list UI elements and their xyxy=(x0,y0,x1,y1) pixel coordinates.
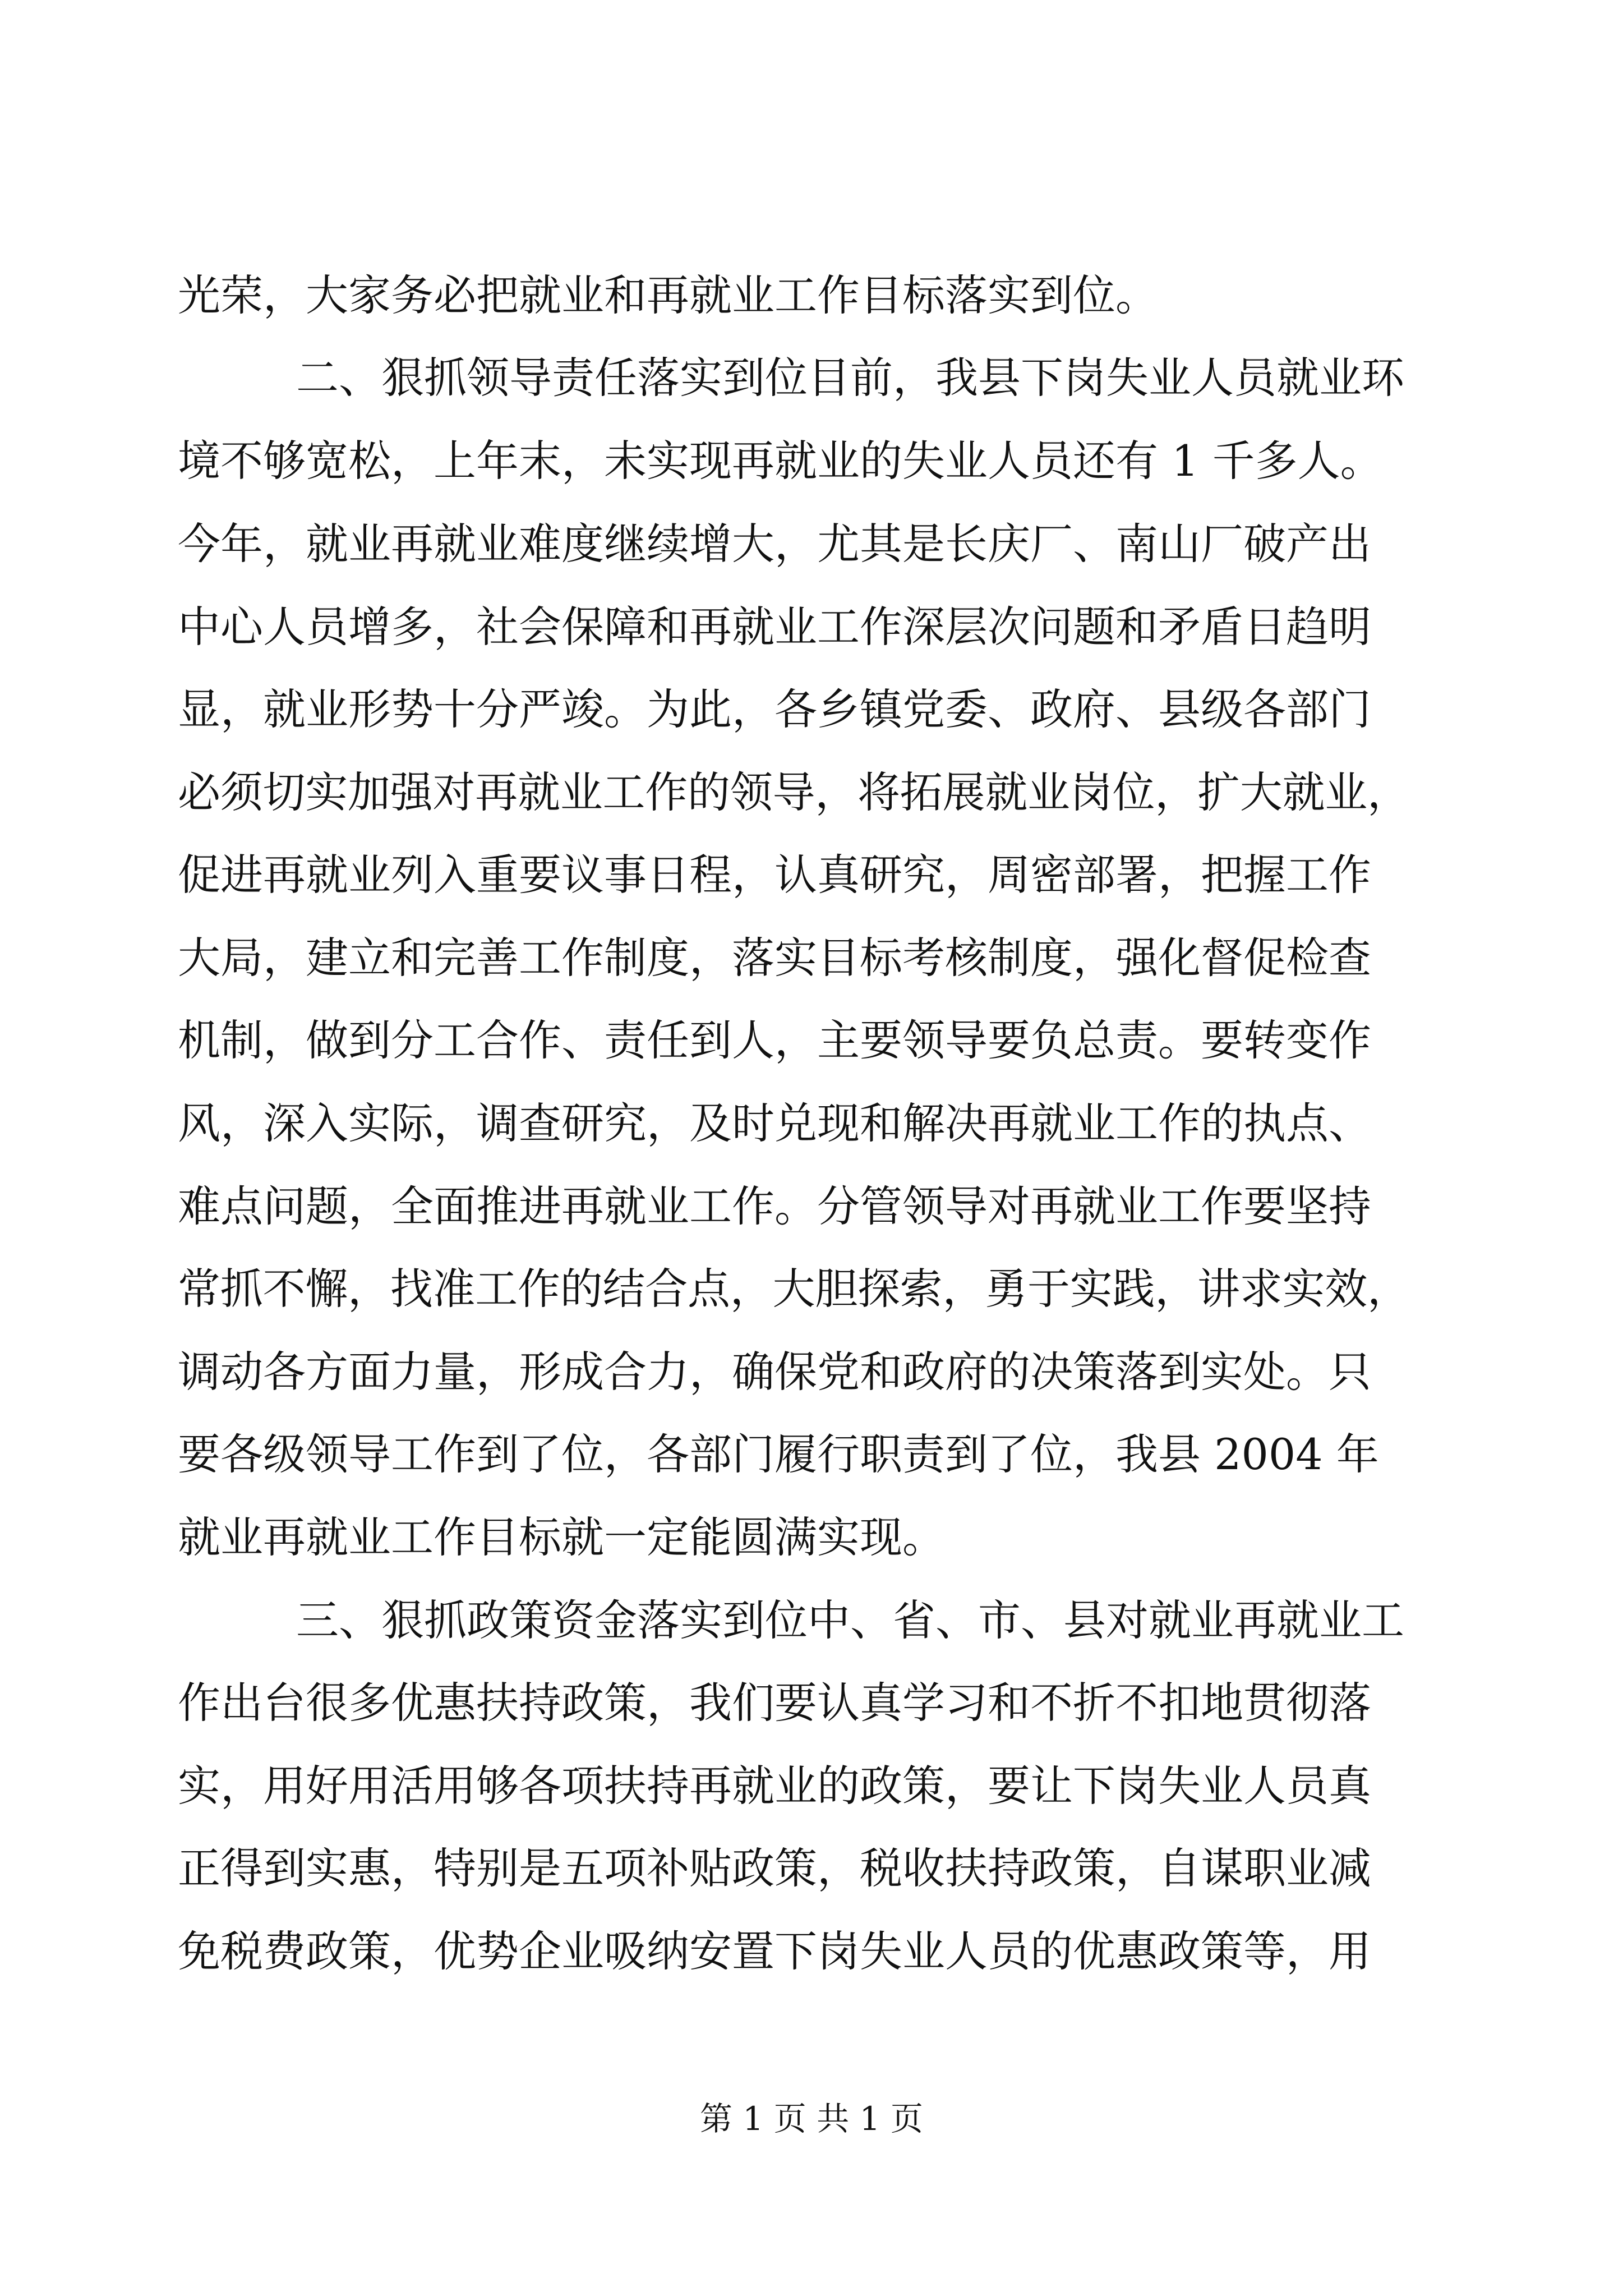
body-line xyxy=(0,759,1623,826)
body-line-text: 常抓不懈，找准工作的结合点，大胆探索，勇于实践，讲求实效， xyxy=(178,1264,1410,1314)
body-line-text: 实，用好用活用够各项扶持再就业的政策，要让下岗失业人员真 xyxy=(178,1761,1371,1811)
body-line-text: 二、狠抓领导责任落实到位目前，我县下岗失业人员就业环 xyxy=(296,353,1404,403)
page-footer: 第 1 页 共 1 页 xyxy=(700,2100,923,2138)
body-line xyxy=(0,924,1623,992)
body-line xyxy=(0,427,1623,495)
body-line-text: 显，就业形势十分严竣。为此，各乡镇党委、政府、县级各部门 xyxy=(178,684,1371,734)
body-line xyxy=(0,841,1623,909)
body-line-text: 作出台很多优惠扶持政策，我们要认真学习和不折不扣地贯彻落 xyxy=(178,1678,1371,1728)
body-line xyxy=(0,1421,1623,1488)
body-line-text: 要各级领导工作到了位，各部门履行职责到了位，我县 2004 年 xyxy=(178,1429,1379,1479)
body-line-text: 必须切实加强对再就业工作的领导，将拓展就业岗位，扩大就业， xyxy=(178,767,1410,817)
body-line xyxy=(0,1338,1623,1406)
body-line xyxy=(0,1835,1623,1902)
body-line-text: 中心人员增多，社会保障和再就业工作深层次问题和矛盾日趋明 xyxy=(178,602,1371,652)
body-line-text: 就业再就业工作目标就一定能圆满实现。 xyxy=(178,1512,945,1562)
body-line xyxy=(0,262,1623,329)
body-line xyxy=(0,1669,1623,1737)
body-line xyxy=(0,593,1623,661)
body-line-text: 机制，做到分工合作、责任到人，主要领导要负总责。要转变作 xyxy=(178,1015,1371,1065)
body-line-text: 三、狠抓政策资金落实到位中、省、市、县对就业再就业工 xyxy=(296,1595,1404,1645)
body-line xyxy=(0,1587,1623,1654)
body-line-text: 大局，建立和完善工作制度，落实目标考核制度，强化督促检查 xyxy=(178,933,1371,983)
body-line xyxy=(0,1918,1623,1985)
body-line xyxy=(0,1090,1623,1157)
body-line xyxy=(0,344,1623,412)
body-line-text: 促进再就业列入重要议事日程，认真研究，周密部署，把握工作 xyxy=(178,850,1371,900)
body-line-text: 风，深入实际，调查研究，及时兑现和解决再就业工作的执点、 xyxy=(178,1098,1371,1148)
body-line-text: 正得到实惠，特别是五项补贴政策，税收扶持政策，自谋职业减 xyxy=(178,1843,1371,1893)
body-line-text: 境不够宽松，上年末，未实现再就业的失业人员还有 1 千多人。 xyxy=(178,436,1383,486)
body-line xyxy=(0,1752,1623,1820)
body-line-text: 今年，就业再就业难度继续增大，尤其是长庆厂、南山厂破产出 xyxy=(178,519,1371,569)
body-line xyxy=(0,510,1623,578)
body-line-text: 光荣，大家务必把就业和再就业工作目标落实到位。 xyxy=(178,270,1158,320)
body-line-text: 调动各方面力量，形成合力，确保党和政府的决策落到实处。只 xyxy=(178,1347,1371,1397)
body-line xyxy=(0,1007,1623,1074)
body-line xyxy=(0,1255,1623,1323)
body-line-text: 免税费政策，优势企业吸纳安置下岗失业人员的优惠政策等，用 xyxy=(178,1926,1371,1976)
body-line xyxy=(0,1504,1623,1571)
body-line xyxy=(0,1173,1623,1240)
body-line xyxy=(0,676,1623,743)
body-line-text: 难点问题，全面推进再就业工作。分管领导对再就业工作要坚持 xyxy=(178,1181,1371,1231)
